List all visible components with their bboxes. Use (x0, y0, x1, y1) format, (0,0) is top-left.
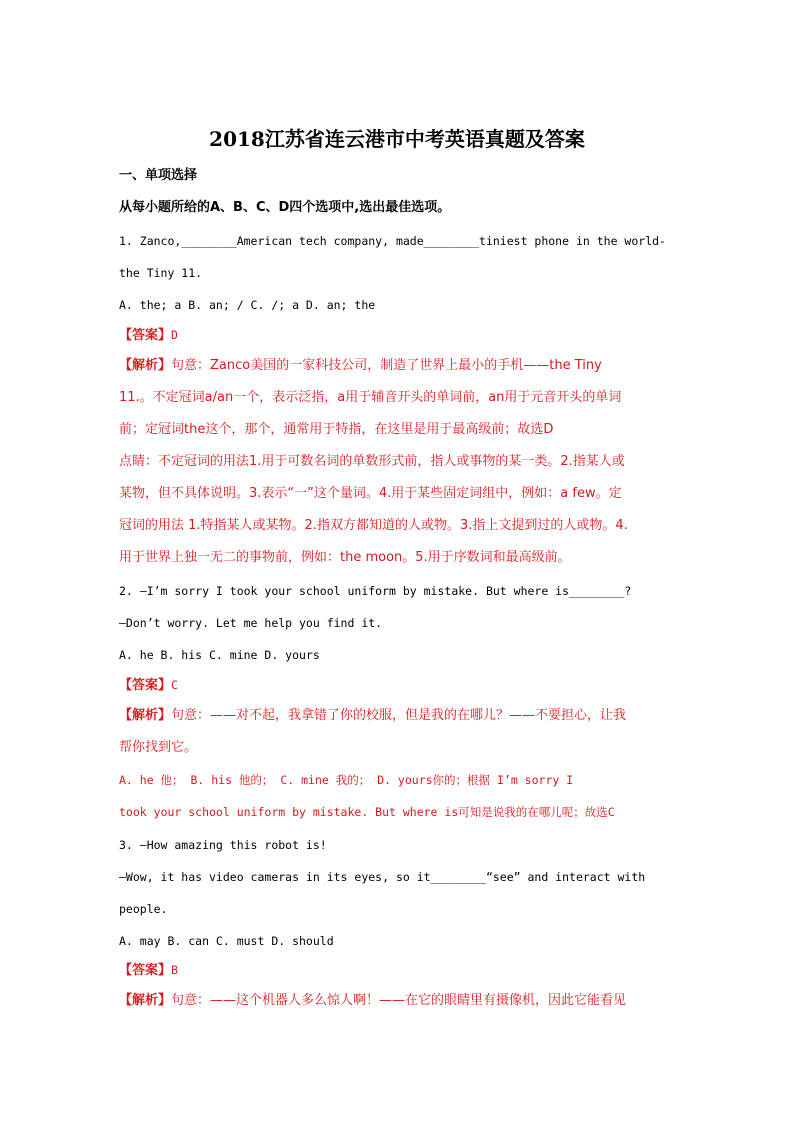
answer-tag: 【答案】 (119, 963, 172, 978)
q1-analysis-line7: 用于世界上独一无二的事物前，例如：the moon。5.用于序数词和最高级前。 (119, 550, 571, 565)
q1-stem-line2: the Tiny 11. (119, 266, 203, 280)
answer-tag: 【答案】 (119, 328, 172, 343)
q2-stem-line1: 2. —I’m sorry I took your school uniform by mistake. But where is________? (119, 584, 632, 598)
q1-answer (119, 325, 679, 346)
q1-analysis-line3: 前；定冠词the这个，那个，通常用于特指，在这里是用于最高级前；故选D (119, 422, 554, 437)
q1-stem-line1: 1. Zanco,________American tech company, made________tiniest phone in the world- (119, 234, 666, 248)
instruction-text: 从每小题所给的A、B、C、D四个选项中,选出最佳选项。 (119, 200, 451, 215)
analysis-tag: 【解析】 (119, 993, 172, 1008)
q3-stem-line3: people. (119, 902, 168, 916)
analysis-tag: 【解析】 (119, 358, 172, 373)
q2-analysis-line2: 帮你找到它。 (119, 740, 198, 755)
analysis-tag: 【解析】 (119, 708, 172, 723)
q3-options: A. may B. can C. must D. should (119, 934, 334, 948)
q3-stem-line1: 3. —How amazing this robot is! (119, 838, 327, 852)
q2-answer-value: C (171, 678, 178, 692)
q1-analysis-line1: 【解析】句意：Zanco美国的一家科技公司，制造了世界上最小的手机——the Tiny (119, 358, 602, 373)
q3-analysis-line1: 【解析】句意：——这个机器人多么惊人啊！——在它的眼睛里有摄像机，因此它能看见 (119, 993, 627, 1008)
q2-analysis-line1: 【解析】句意：——对不起，我拿错了你的校服，但是我的在哪儿？——不要担心，让我 (119, 708, 627, 723)
answer-tag: 【答案】 (119, 678, 172, 693)
q2-analysis-line3: A. he 他； B. his 他的； C. mine 我的； D. yours你的；根据 I’m sorry I (119, 773, 574, 787)
q1-analysis-line2: 11.。不定冠词a/an一个，表示泛指，a用于辅音开头的单词前，an用于元音开头的单词 (119, 390, 622, 405)
q2-answer (119, 675, 679, 696)
q1-analysis-line6: 冠词的用法 1.特指某人或某物。2.指双方都知道的人或物。3.指上文提到过的人或物。4. (119, 518, 628, 533)
q3-answer-value: B (171, 963, 178, 977)
q2-options: A. he B. his C. mine D. yours (119, 648, 320, 662)
q1-options: A. the; a B. an; / C. /; a D. an; the (119, 298, 376, 312)
q1-analysis-line4: 点睛：不定冠词的用法1.用于可数名词的单数形式前，指人或事物的某一类。2.指某人或 (119, 454, 625, 469)
q1-analysis-line5: 某物，但不具体说明。3.表示“一”这个量词。4.用于某些固定词组中，例如：a few。定 (119, 486, 622, 501)
q3-stem-line2: —Wow, it has video cameras in its eyes, so it________“see” and interact with (119, 870, 646, 884)
section-heading: 一、单项选择 (119, 168, 198, 183)
q2-stem-line2: —Don’t worry. Let me help you find it. (119, 616, 383, 630)
q1-answer-value: D (171, 328, 178, 342)
q3-answer (119, 960, 679, 981)
q2-analysis-line4: took your school uniform by mistake. But where is可知是说我的在哪儿呢；故选C (119, 805, 615, 819)
page-title: 2018江苏省连云港市中考英语真题及答案 (209, 127, 585, 151)
